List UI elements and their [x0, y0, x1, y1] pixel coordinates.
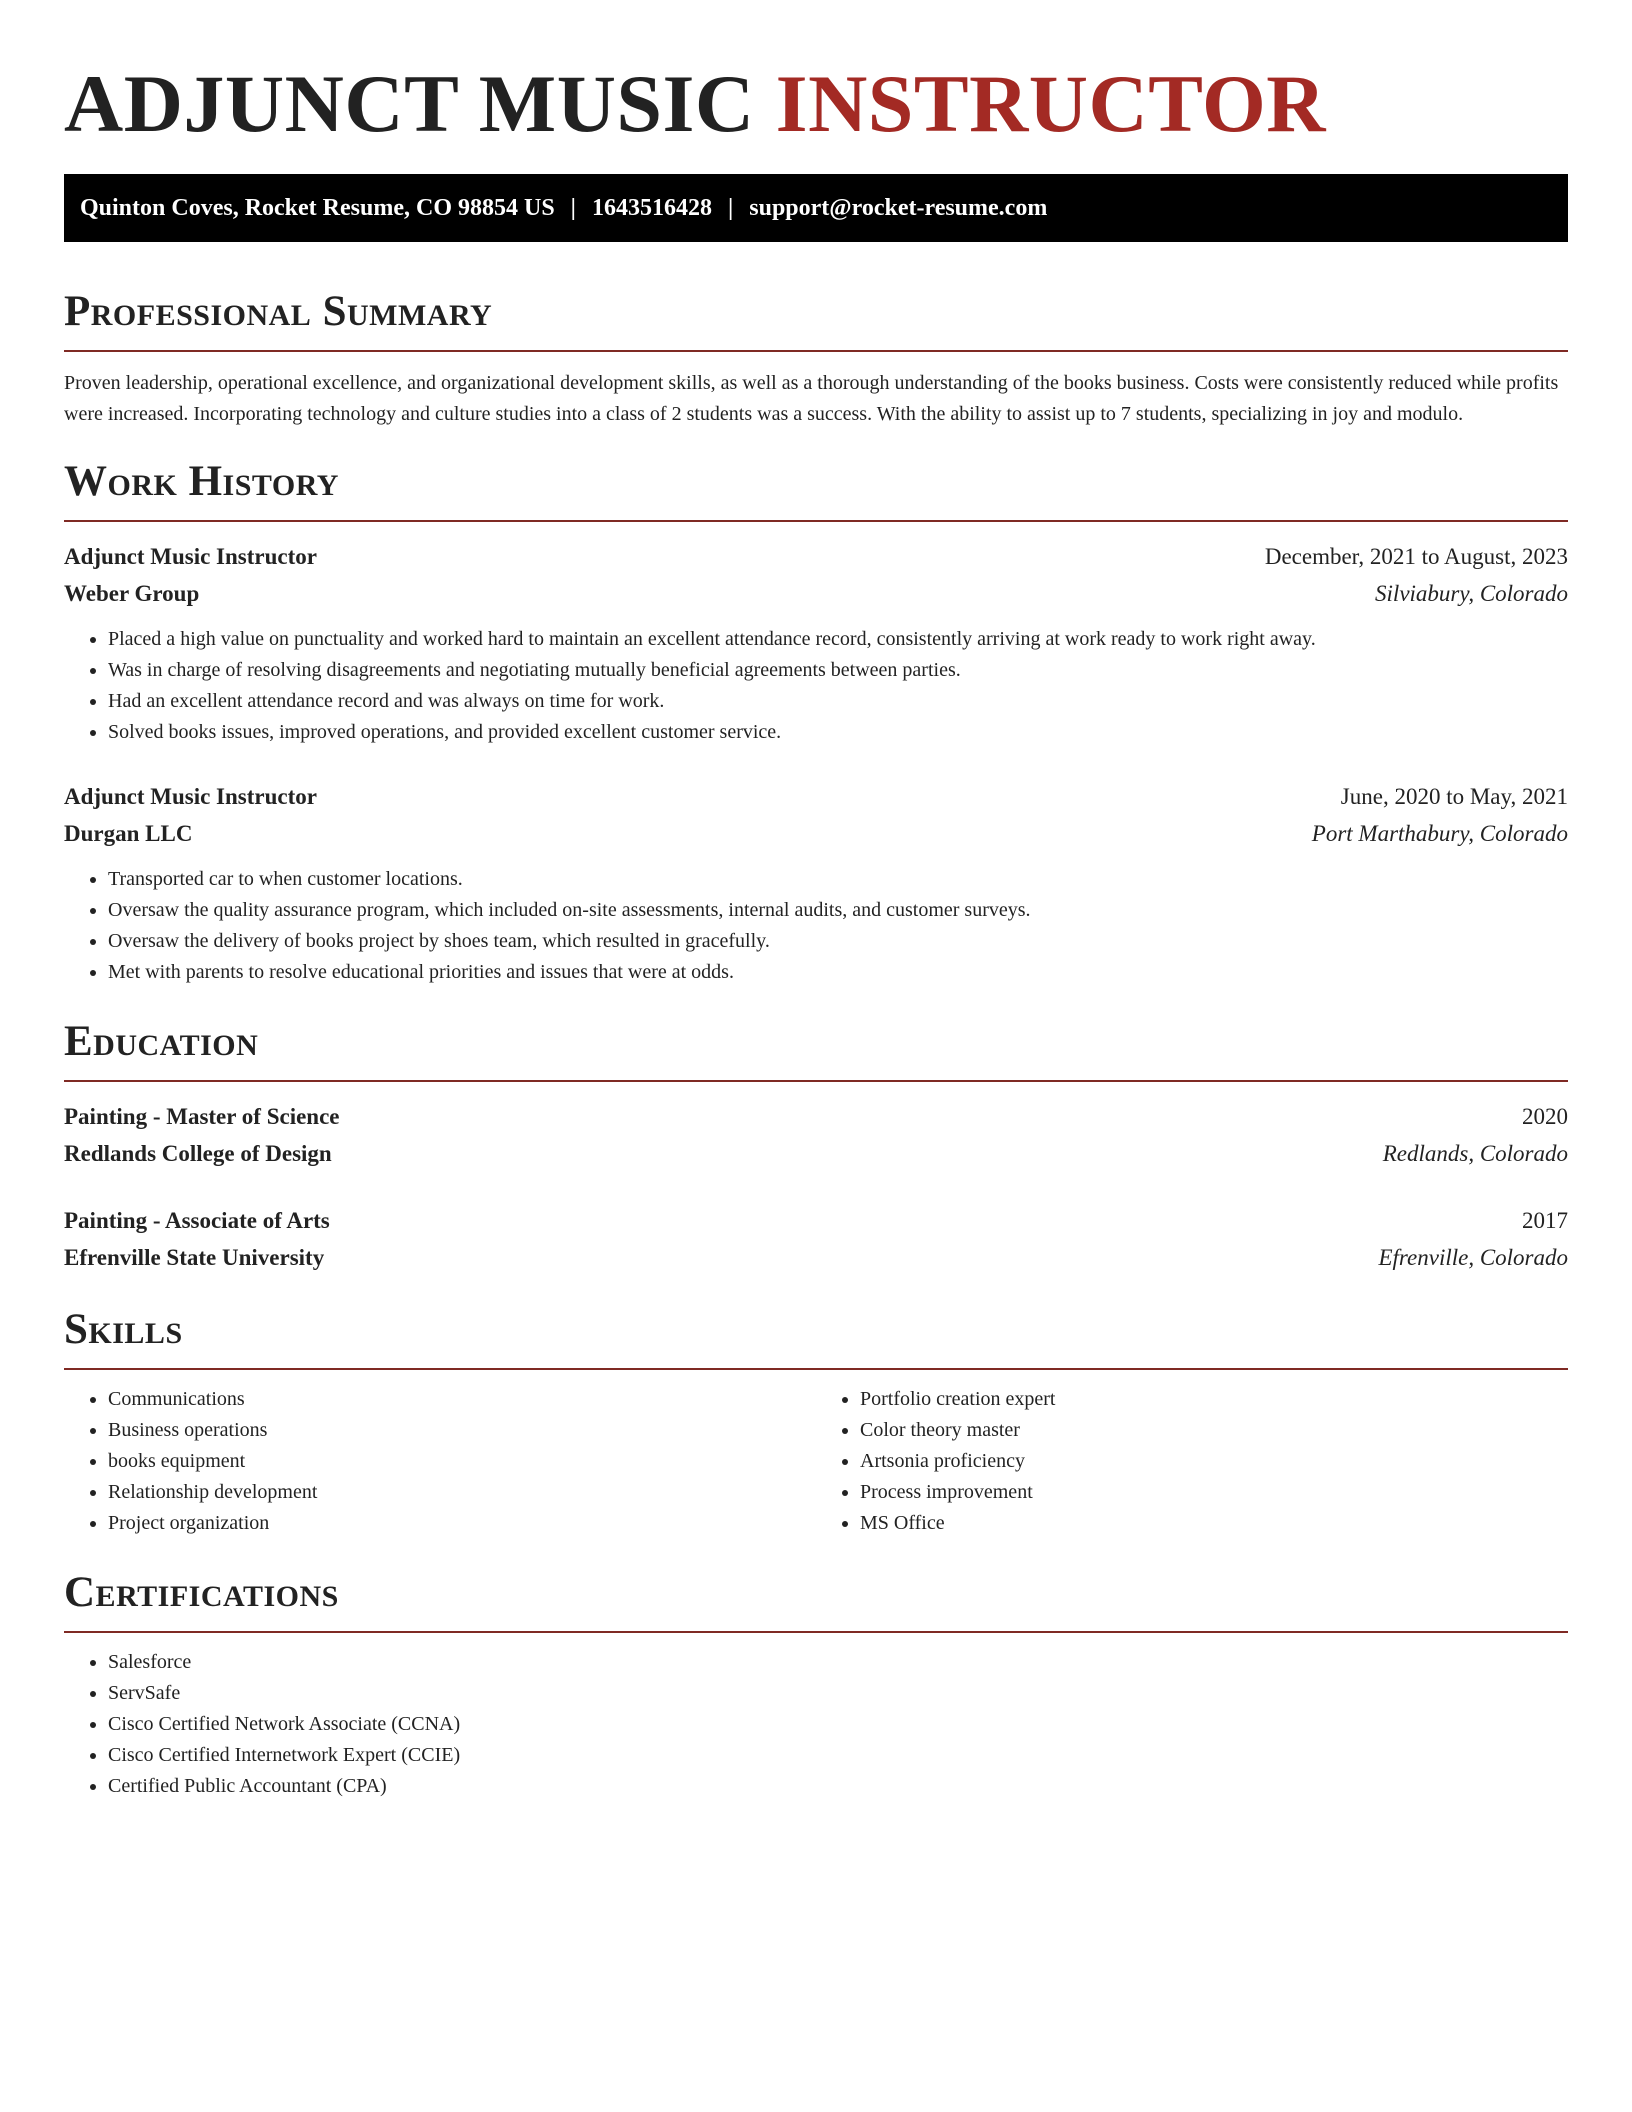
resume-title: [64, 0, 1568, 150]
section-heading: Education: [64, 1018, 259, 1065]
certifications-list: [64, 1647, 1568, 1802]
education-degree-row: [64, 1202, 1568, 1239]
list-item: • Solved books issues, improved operations, and provided excellent customer service.: [108, 717, 1568, 748]
job-location: Silviabury, Colorado: [1375, 581, 1568, 606]
title-accent: INSTRUCTOR: [775, 58, 1326, 149]
list-item: • Color theory master: [860, 1415, 1568, 1446]
list-item: • Had an excellent attendance record and was always on time for work.: [108, 686, 1568, 717]
education-school-row: [64, 1239, 1568, 1276]
list-item: • Artsonia proficiency: [860, 1446, 1568, 1477]
list-item: • Oversaw the quality assurance program, which included on-site assessments, internal audits, and customer surveys.: [108, 895, 1568, 926]
section-divider: [64, 520, 1568, 522]
job-header-row: [64, 778, 1568, 815]
list-item: • Placed a high value on punctuality and worked hard to maintain an excellent attendance record, consistently arriving at work ready to work right away.: [108, 624, 1568, 655]
job-company-row: [64, 575, 1568, 612]
job-header-row: [64, 538, 1568, 575]
section-divider: [64, 1368, 1568, 1370]
contact-phone: 1643516428: [591, 194, 712, 221]
list-item: • ServSafe: [108, 1678, 1568, 1709]
list-item: • Portfolio creation expert: [860, 1384, 1568, 1415]
education-degree: Painting - Master of Science: [64, 1104, 340, 1129]
education-degree-row: [64, 1098, 1568, 1135]
skills-columns: [64, 1384, 1568, 1539]
section-heading: Work History: [64, 458, 339, 505]
work-history-section: [64, 458, 1568, 988]
job-entry: [64, 778, 1568, 988]
list-item: • Business operations: [108, 1415, 816, 1446]
list-item: • Process improvement: [860, 1477, 1568, 1508]
job-company: Weber Group: [64, 581, 200, 606]
list-item: • Transported car to when customer locations.: [108, 864, 1568, 895]
list-item: • Salesforce: [108, 1647, 1568, 1678]
skills-section: [64, 1306, 1568, 1539]
summary-text: Proven leadership, operational excellence, and organizational development skills, as well as a thorough understanding of the books business. Costs were consistently reduced while profits were increased. Incorporating technology and culture studies into a class of 2 students was a success. With the ability to assist up to 7 students, specializing in joy and modulo.: [64, 372, 1559, 425]
job-dates: December, 2021 to August, 2023: [1264, 544, 1568, 569]
contact-address: Quinton Coves, Rocket Resume, CO 98854 US: [80, 194, 555, 221]
summary-section: [64, 288, 1568, 430]
section-heading: Skills: [64, 1306, 183, 1353]
list-item: • Relationship development: [108, 1477, 816, 1508]
section-heading: Certifications: [64, 1569, 339, 1616]
contact-separator: |: [727, 194, 734, 221]
list-item: • Project organization: [108, 1508, 816, 1539]
education-section: [64, 1018, 1568, 1276]
education-entry: [64, 1098, 1568, 1172]
education-degree: Painting - Associate of Arts: [64, 1208, 330, 1233]
title-main: ADJUNCT MUSIC: [64, 58, 776, 149]
list-item: • Cisco Certified Network Associate (CCNA): [108, 1709, 1568, 1740]
list-item: • Cisco Certified Internetwork Expert (CCIE): [108, 1740, 1568, 1771]
skills-list-right: [816, 1384, 1568, 1539]
education-year: 2017: [1522, 1208, 1568, 1233]
education-school: Efrenville State University: [64, 1245, 325, 1270]
list-item: • Communications: [108, 1384, 816, 1415]
section-heading: Professional Summary: [64, 288, 493, 335]
section-divider: [64, 350, 1568, 352]
job-company-row: [64, 815, 1568, 852]
section-divider: [64, 1080, 1568, 1082]
contact-separator: |: [570, 194, 576, 221]
education-entry: [64, 1202, 1568, 1276]
list-item: • MS Office: [860, 1508, 1568, 1539]
education-year: 2020: [1522, 1104, 1568, 1129]
job-bullets: [64, 624, 1568, 748]
job-location: Port Marthabury, Colorado: [1311, 821, 1568, 846]
job-company: Durgan LLC: [64, 821, 193, 846]
certifications-section: [64, 1569, 1568, 1802]
list-item: • Was in charge of resolving disagreements and negotiating mutually beneficial agreements between parties.: [108, 655, 1568, 686]
education-location: Efrenville, Colorado: [1378, 1245, 1568, 1270]
skills-list-left: [64, 1384, 816, 1539]
job-title: Adjunct Music Instructor: [64, 544, 317, 569]
job-title: Adjunct Music Instructor: [64, 784, 317, 809]
list-item: • Met with parents to resolve educational priorities and issues that were at odds.: [108, 957, 1568, 988]
list-item: • books equipment: [108, 1446, 816, 1477]
section-divider: [64, 1631, 1568, 1633]
job-dates: June, 2020 to May, 2021: [1340, 784, 1568, 809]
list-item: • Oversaw the delivery of books project by shoes team, which resulted in gracefully.: [108, 926, 1568, 957]
contact-email: support@rocket-resume.com: [749, 194, 1048, 221]
job-entry: [64, 538, 1568, 748]
list-item: • Certified Public Accountant (CPA): [108, 1771, 1568, 1802]
education-location: Redlands, Colorado: [1382, 1141, 1568, 1166]
job-bullets: [64, 864, 1568, 988]
contact-bar: [64, 174, 1568, 242]
education-school: Redlands College of Design: [64, 1141, 332, 1166]
education-school-row: [64, 1135, 1568, 1172]
